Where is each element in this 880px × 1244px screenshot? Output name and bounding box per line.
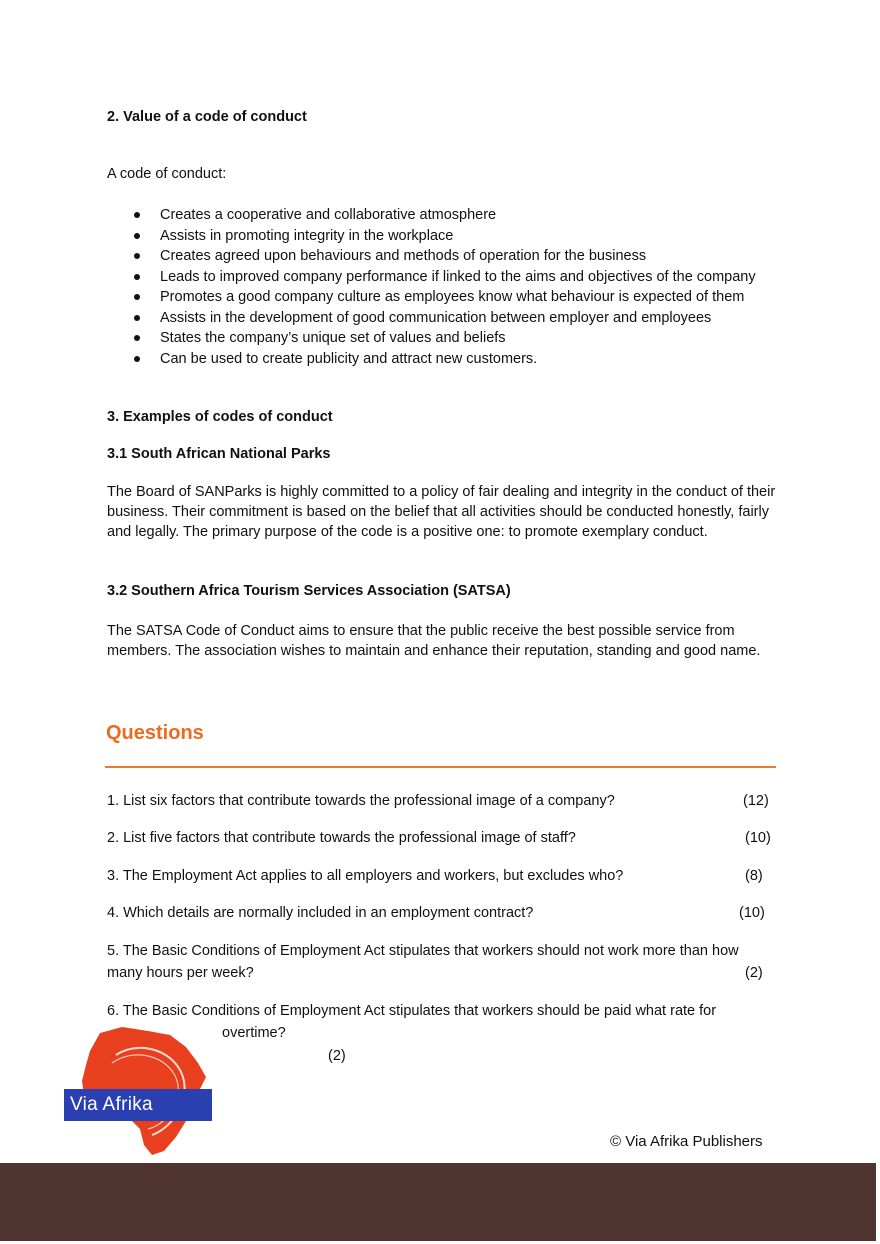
question-6-line2: overtime? — [222, 1025, 286, 1041]
bullet-icon — [134, 356, 140, 362]
question-1: 1. List six factors that contribute towards the professional image of a company? — [107, 793, 615, 809]
bullet-icon — [134, 233, 140, 239]
question-3-marks: (8) — [745, 868, 763, 884]
list-item: Creates a cooperative and collaborative atmosphere — [107, 205, 780, 226]
list-item: Leads to improved company performance if linked to the aims and objectives of the company — [107, 267, 780, 288]
bullet-icon — [134, 274, 140, 280]
value-bullet-list — [107, 205, 780, 369]
footer-bar — [0, 1163, 876, 1241]
subheading-sanparks: 3.1 South African National Parks — [107, 446, 331, 462]
via-afrika-logo — [60, 1025, 212, 1157]
questions-title: Questions — [106, 722, 204, 744]
question-6-marks: (2) — [328, 1048, 346, 1064]
subheading-satsa: 3.2 Southern Africa Tourism Services Association (SATSA) — [107, 583, 511, 599]
question-5-line2: many hours per week? — [107, 965, 254, 981]
question-1-marks: (12) — [743, 793, 769, 809]
question-2: 2. List five factors that contribute towards the professional image of staff? — [107, 830, 576, 846]
sanparks-paragraph: The Board of SANParks is highly committed to a policy of fair dealing and integrity in the conduct of their business. Their commitment is based on the belief that all activities should be conducted honestly, fairly and legally. The primary purpose of the code is a positive one: to promote exemplary conduct. — [107, 484, 776, 540]
bullet-icon — [134, 253, 140, 259]
list-item: Creates agreed upon behaviours and methods of operation for the business — [107, 246, 780, 267]
list-item: Assists in the development of good communication between employer and employees — [107, 308, 780, 329]
questions-divider — [105, 766, 776, 768]
question-4-marks: (10) — [739, 905, 765, 921]
list-item: Can be used to create publicity and attract new customers. — [107, 349, 780, 370]
question-6-line1: 6. The Basic Conditions of Employment Act stipulates that workers should be paid what rate for — [107, 1003, 717, 1019]
bullet-icon — [134, 335, 140, 341]
list-item: Promotes a good company culture as employees know what behaviour is expected of them — [107, 287, 780, 308]
bullet-icon — [134, 294, 140, 300]
question-5-marks: (2) — [745, 965, 763, 981]
intro-text: A code of conduct: — [107, 166, 227, 182]
question-4: 4. Which details are normally included in an employment contract? — [107, 905, 534, 921]
bullet-icon — [134, 315, 140, 321]
question-2-marks: (10) — [745, 830, 771, 846]
question-3: 3. The Employment Act applies to all employers and workers, but excludes who? — [107, 868, 624, 884]
section-heading-value: 2. Value of a code of conduct — [107, 109, 307, 125]
question-5-line1: 5. The Basic Conditions of Employment Act stipulates that workers should not work more than how — [107, 943, 739, 959]
list-item: States the company’s unique set of values and beliefs — [107, 328, 780, 349]
list-item: Assists in promoting integrity in the workplace — [107, 226, 780, 247]
copyright-text: © Via Afrika Publishers — [610, 1133, 763, 1150]
section-heading-examples: 3. Examples of codes of conduct — [107, 409, 333, 425]
satsa-paragraph: The SATSA Code of Conduct aims to ensure that the public receive the best possible service from members. The association wishes to maintain and enhance their reputation, standing and good name. — [107, 623, 761, 659]
logo-text: Via Afrika — [70, 1094, 153, 1115]
bullet-icon — [134, 212, 140, 218]
